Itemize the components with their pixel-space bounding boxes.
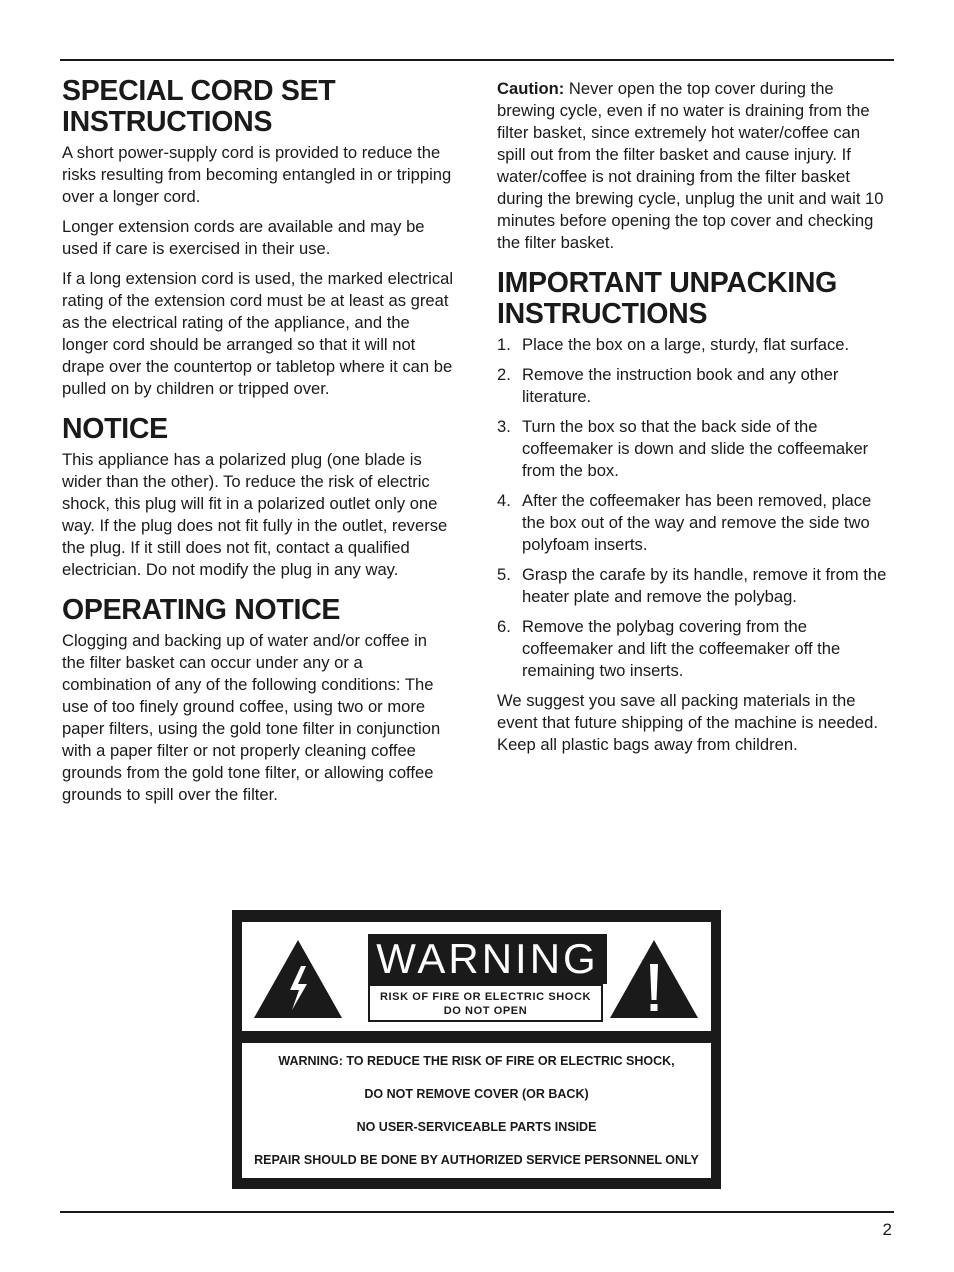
- operating-notice-section: [62, 595, 454, 806]
- unpacking-steps: [497, 334, 889, 682]
- warning-line: NO USER-SERVICEABLE PARTS INSIDE: [356, 1120, 597, 1134]
- warning-text-panel: [242, 1043, 711, 1178]
- warning-subtitle-line2: DO NOT OPEN: [443, 1005, 528, 1017]
- caution-section: [497, 78, 889, 254]
- list-item: [497, 564, 889, 608]
- warning-subtitle-line1: RISK OF FIRE OR ELECTRIC SHOCK: [379, 991, 592, 1003]
- left-column: [62, 76, 454, 820]
- caution-paragraph: [497, 78, 889, 254]
- top-rule: [60, 59, 894, 61]
- special-cord-p3: If a long extension cord is used, the marked electrical rating of the extension cord must be at least as great as the electrical rating of the appliance, and the longer cord should be arranged so that it will not drape over the countertop or tabletop where it can be pulled on by children or tripped over.: [62, 269, 454, 398]
- step-number: 5.: [497, 565, 511, 584]
- right-column: [497, 78, 889, 770]
- unpacking-heading: IMPORTANT UNPACKING INSTRUCTIONS: [497, 267, 837, 330]
- step-number: 3.: [497, 417, 511, 436]
- step-text: After the coffeemaker has been removed, place the box out of the way and remove the side two polyfoam inserts.: [522, 491, 872, 554]
- step-text: Turn the box so that the back side of the coffeemaker is down and slide the coffeemaker from the box.: [522, 417, 869, 480]
- step-number: 2.: [497, 365, 511, 384]
- list-item: [497, 490, 889, 556]
- list-item: [497, 416, 889, 482]
- special-cord-section: [62, 76, 454, 400]
- notice-heading: NOTICE: [62, 413, 168, 445]
- warning-lines: [242, 1051, 711, 1183]
- warning-line: REPAIR SHOULD BE DONE BY AUTHORIZED SERVICE PERSONNEL ONLY: [254, 1153, 699, 1167]
- special-cord-p1: A short power-supply cord is provided to reduce the risks resulting from becoming entangled in or tripping over a longer cord.: [62, 143, 452, 206]
- caution-text: Never open the top cover during the brewing cycle, even if no water is draining from the filter basket, since extremely hot water/coffee can spill out from the filter basket and cause injury. If water/coffee is not draining from the filter basket during the brewing cycle, unplug the unit and wait 10 minutes before opening the top cover and checking the filter basket.: [497, 79, 884, 252]
- notice-p1: This appliance has a polarized plug (one blade is wider than the other). To reduce the risk of electric shock, this plug will fit in a polarized outlet only one way. If the plug does not fit fully in the outlet, reverse the plug. If it still does not fit, contact a qualified electrician. Do not modify the plug in any way.: [62, 450, 448, 579]
- step-text: Place the box on a large, sturdy, flat surface.: [522, 335, 850, 354]
- exclamation-triangle-icon: [608, 938, 700, 1020]
- step-number: 1.: [497, 335, 511, 354]
- list-item: [497, 334, 889, 356]
- operating-notice-p1: Clogging and backing up of water and/or coffee in the filter basket can occur under any or a combination of any of the following conditions: The use of too finely ground coffee, using two or more paper filters, using the gold tone filter in conjunction with a paper filter or not properly cleaning coffee grounds from the gold tone filter, or allowing coffee grounds to spill over the filter.: [62, 631, 441, 804]
- warning-line: DO NOT REMOVE COVER (OR BACK): [364, 1087, 589, 1101]
- list-item: [497, 364, 889, 408]
- page-number: 2: [882, 1220, 892, 1239]
- step-text: Grasp the carafe by its handle, remove it from the heater plate and remove the polybag.: [522, 565, 887, 606]
- list-item: [497, 616, 889, 682]
- operating-notice-heading: OPERATING NOTICE: [62, 594, 341, 626]
- notice-section: [62, 414, 454, 581]
- caution-label: Caution:: [497, 79, 565, 98]
- special-cord-heading: SPECIAL CORD SET INSTRUCTIONS: [62, 75, 336, 138]
- warning-header-panel: [242, 922, 711, 1031]
- unpacking-closing: We suggest you save all packing materials in the event that future shipping of the machine is needed. Keep all plastic bags away from children.: [497, 691, 878, 754]
- warning-line: WARNING: TO REDUCE THE RISK OF FIRE OR ELECTRIC SHOCK,: [278, 1054, 675, 1068]
- step-number: 4.: [497, 491, 511, 510]
- step-number: 6.: [497, 617, 511, 636]
- unpacking-section: [497, 268, 889, 756]
- special-cord-p2: Longer extension cords are available and may be used if care is exercised in their use.: [62, 217, 425, 258]
- step-text: Remove the instruction book and any other literature.: [522, 365, 839, 406]
- step-text: Remove the polybag covering from the coffeemaker and lift the coffeemaker off the remaining two inserts.: [522, 617, 841, 680]
- warning-title: WARNING: [368, 934, 607, 984]
- warning-subtitle: [368, 984, 603, 1022]
- lightning-triangle-icon: [252, 938, 344, 1020]
- warning-box: [232, 910, 721, 1189]
- bottom-rule: [60, 1211, 894, 1213]
